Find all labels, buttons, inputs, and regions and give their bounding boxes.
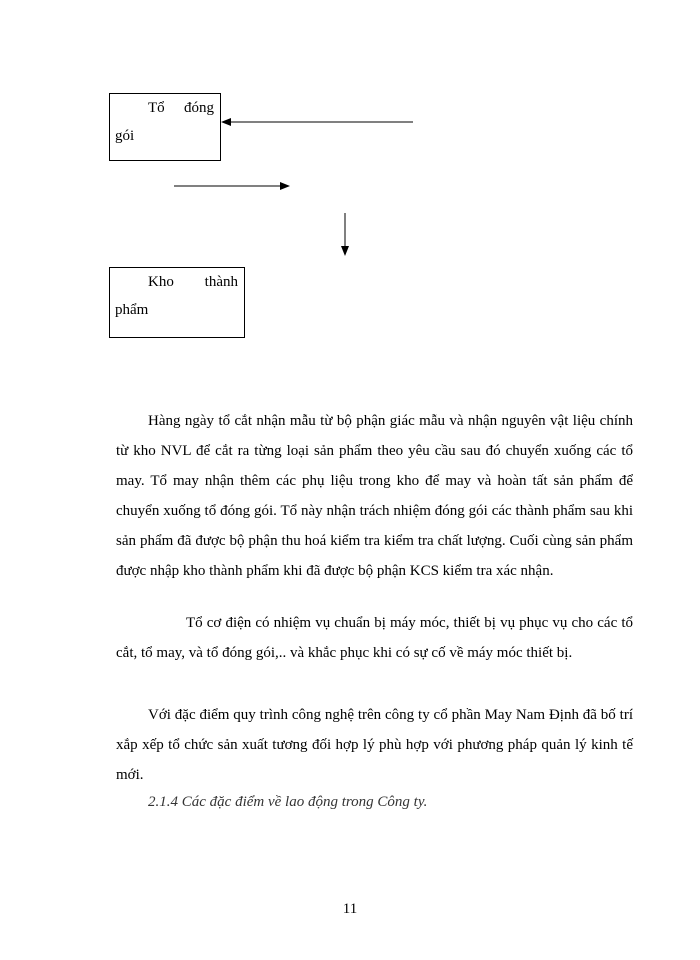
paragraph-production-flow: Hàng ngày tổ cắt nhận mẫu từ bộ phận giác mẫu và nhận nguyên vật liệu chính từ kho NVL để cắt ra từng loại sản phẩm theo yêu cầu sau đó chuyển xuống các tổ may. Tổ may nhận thêm các phụ liệu trong kho để may và hoàn tất sản phẩm để chuyển xuống tổ đóng gói. Tổ này nhận trách nhiệm đóng gói các thành phẩm sau khi sản phẩm đã được bộ phận thu hoá kiểm tra kiểm tra chất lượng. Cuối cùng sản phẩm được nhập kho thành phẩm khi đã được bộ phận KCS kiểm tra xác nhận.: [116, 413, 633, 579]
arrow-right: [174, 182, 290, 190]
packing-box-word2: đóng: [184, 100, 214, 116]
section-heading: 2.1.4 Các đặc điểm về lao động trong Công ty.: [148, 794, 428, 810]
packing-box-line2: gói: [115, 128, 135, 144]
paragraph-organization: Với đặc điểm quy trình công nghệ trên công ty cổ phần May Nam Định đã bố trí xắp xếp tổ chức sản xuất tương đối hợp lý phù hợp với phương pháp quản lý kinh tế mới.: [116, 707, 633, 783]
page-number: 11: [342, 901, 358, 917]
warehouse-box-word2: thành: [204, 274, 238, 290]
arrow-into-packing: [221, 118, 413, 126]
warehouse-box-word1: Kho: [148, 274, 174, 290]
packing-box-word1: Tổ: [148, 100, 165, 116]
paragraph-maintenance-team: Tổ cơ điện có nhiệm vụ chuẩn bị máy móc, thiết bị vụ phục vụ cho các tổ cắt, tổ may, và tổ đóng gói,.. và khắc phục khi có sự cố về máy móc thiết bị.: [116, 615, 633, 661]
arrow-down: [341, 213, 349, 256]
warehouse-box-line2: phẩm: [115, 302, 149, 318]
